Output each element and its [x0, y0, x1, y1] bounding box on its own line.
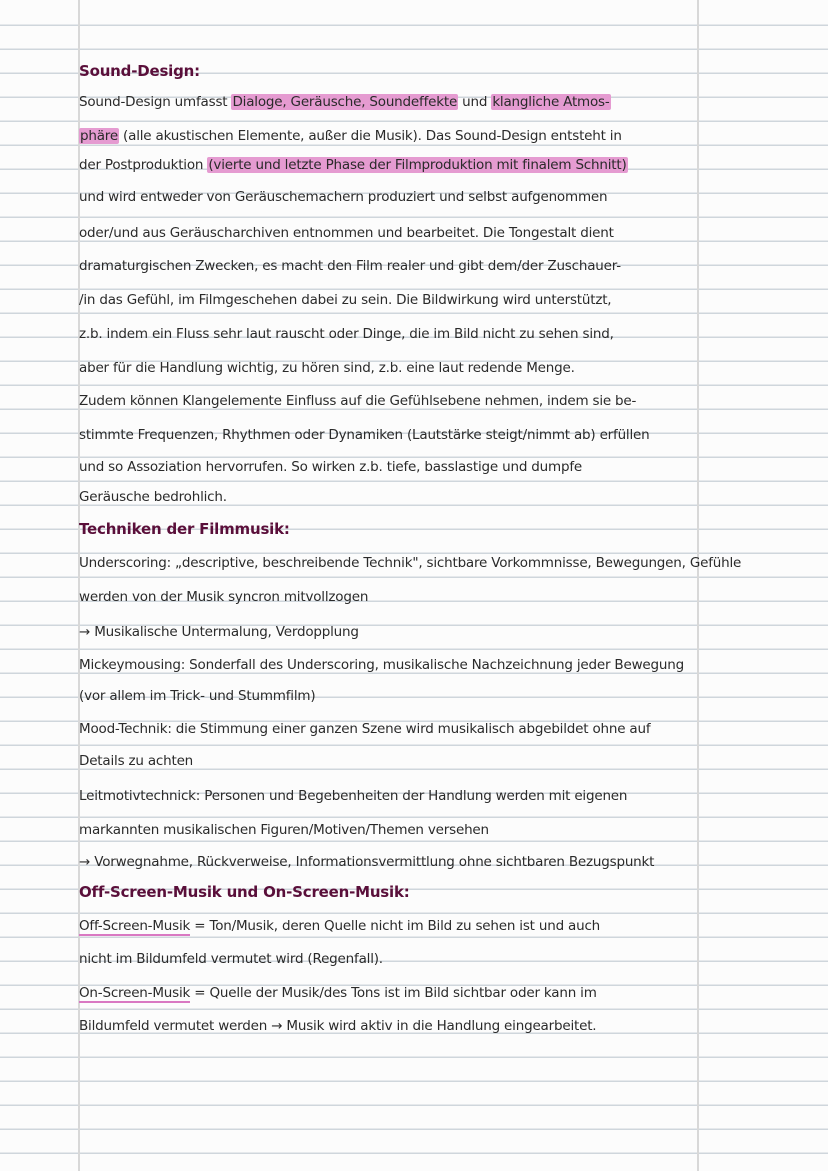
text-line: dramaturgischen Zwecken, es macht den Film realer und gibt dem/der Zuschauer-: [79, 258, 621, 274]
highlight: phäre: [80, 128, 118, 144]
text-line: Underscoring: „descriptive, beschreibende Technik", sichtbare Vorkommnisse, Bewegungen, Gefühle: [79, 555, 742, 571]
text-line: werden von der Musik syncron mitvollzogen: [79, 589, 369, 605]
text-line: phäre (alle akustischen Elemente, außer die Musik). Das Sound-Design entsteht in: [80, 128, 622, 144]
term-off-screen: Off-Screen-Musik: [79, 918, 191, 934]
text-line: stimmte Frequenzen, Rhythmen oder Dynamiken (Lautstärke steigt/nimmt ab) erfüllen: [79, 427, 650, 443]
right-margin-line: [697, 0, 699, 1171]
text-line: oder/und aus Geräuscharchiven entnommen und bearbeitet. Die Tongestalt dient: [79, 225, 614, 241]
text-line: (vor allem im Trick- und Stummfilm): [79, 688, 316, 704]
text-line: Leitmotivtechnick: Personen und Begebenheiten der Handlung werden mit eigenen: [79, 788, 628, 804]
text-line: z.b. indem ein Fluss sehr laut rauscht oder Dinge, die im Bild nicht zu sehen sind,: [79, 326, 614, 342]
section-heading-sound-design: Sound-Design:: [79, 62, 200, 80]
text-line: Mood-Technik: die Stimmung einer ganzen Szene wird musikalisch abgebildet ohne auf: [79, 721, 651, 737]
text-line: On-Screen-Musik = Quelle der Musik/des Tons ist im Bild sichtbar oder kann im: [79, 985, 597, 1001]
text-line: Mickeymousing: Sonderfall des Underscoring, musikalische Nachzeichnung jeder Bewegung: [79, 657, 684, 673]
text-line: → Vorwegnahme, Rückverweise, Informationsvermittlung ohne sichtbaren Bezugspunkt: [79, 854, 655, 870]
section-heading-off-on-screen: Off-Screen-Musik und On-Screen-Musik:: [79, 883, 410, 901]
text-line: → Musikalische Untermalung, Verdopplung: [79, 624, 359, 640]
text-line: markannten musikalischen Figuren/Motiven/Themen versehen: [79, 822, 489, 838]
text-line: und so Assoziation hervorrufen. So wirken z.b. tiefe, basslastige und dumpfe: [79, 459, 582, 475]
text-line: Sound-Design umfasst Dialoge, Geräusche, Soundeffekte und klangliche Atmos-: [79, 94, 610, 110]
text-line: Bildumfeld vermutet werden → Musik wird aktiv in die Handlung eingearbeitet.: [79, 1018, 597, 1034]
text-line: Zudem können Klangelemente Einfluss auf die Gefühlsebene nehmen, indem sie be-: [79, 393, 637, 409]
text-line: nicht im Bildumfeld vermutet wird (Regenfall).: [79, 951, 383, 967]
text-line: der Postproduktion (vierte und letzte Phase der Filmproduktion mit finalem Schnitt): [79, 157, 627, 173]
text-line: /in das Gefühl, im Filmgeschehen dabei zu sein. Die Bildwirkung wird unterstützt,: [79, 292, 612, 308]
term-on-screen: On-Screen-Musik: [79, 985, 191, 1001]
text-line: Details zu achten: [79, 753, 194, 769]
text-line: und wird entweder von Geräuschemachern produziert und selbst aufgenommen: [79, 189, 608, 205]
text-line: Off-Screen-Musik = Ton/Musik, deren Quelle nicht im Bild zu sehen ist und auch: [79, 918, 601, 934]
section-heading-techniken: Techniken der Filmmusik:: [79, 520, 290, 538]
highlight: Dialoge, Geräusche, Soundeffekte: [232, 94, 458, 110]
text-line: Geräusche bedrohlich.: [79, 489, 227, 505]
highlight: klangliche Atmos-: [492, 94, 610, 110]
text-line: aber für die Handlung wichtig, zu hören sind, z.b. eine laut redende Menge.: [79, 360, 575, 376]
highlight: (vierte und letzte Phase der Filmproduktion mit finalem Schnitt): [208, 157, 627, 173]
